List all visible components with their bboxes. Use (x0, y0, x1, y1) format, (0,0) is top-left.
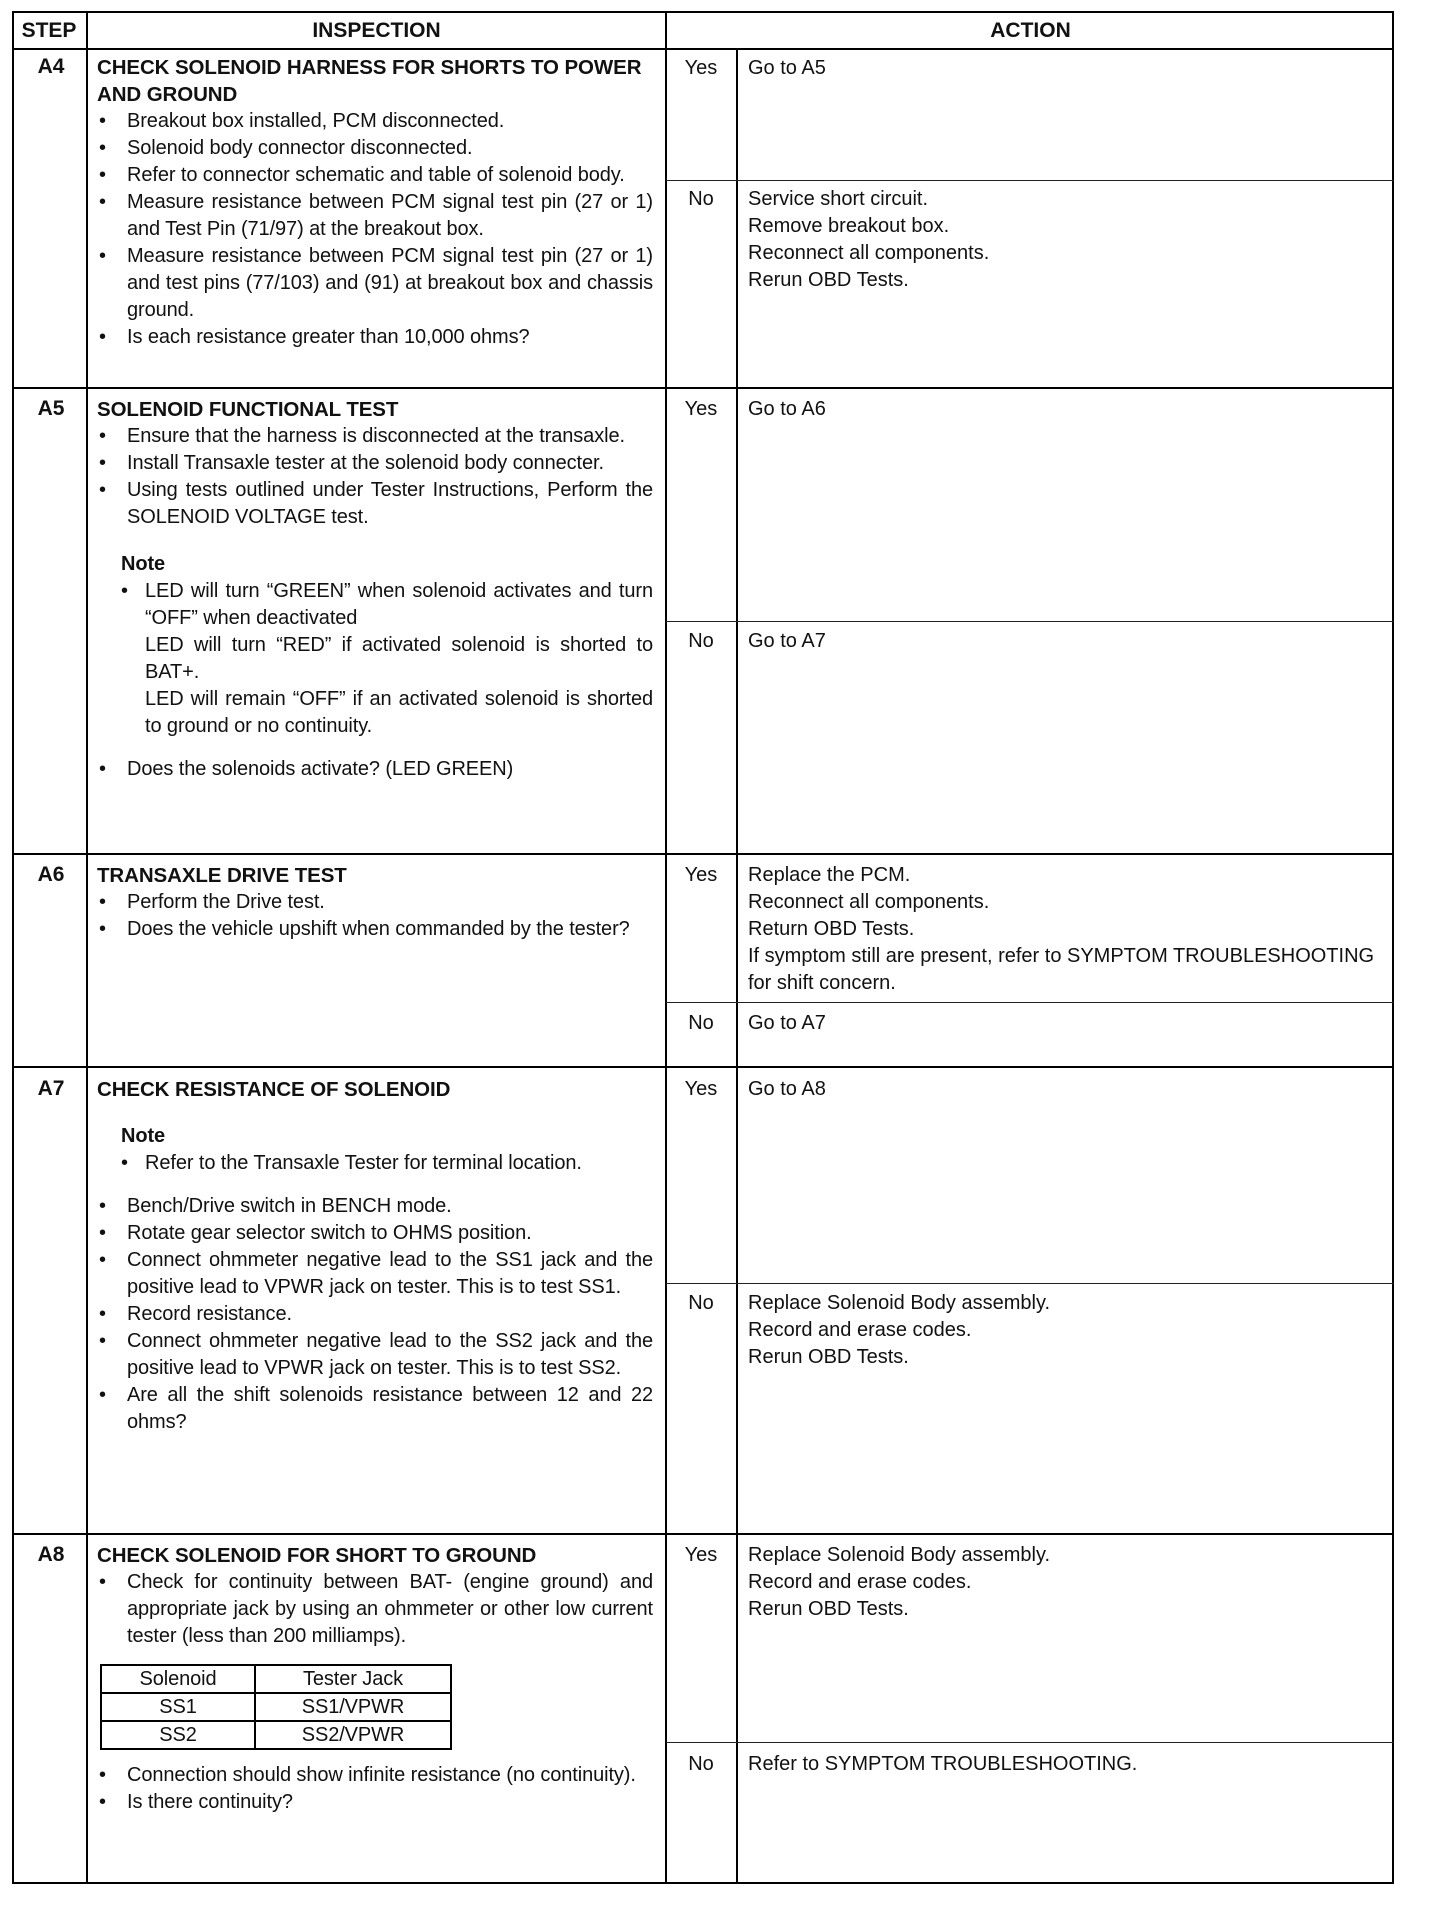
action-line: Record and erase codes. (748, 1571, 972, 1593)
note-block (121, 551, 653, 740)
yes-action (748, 396, 1383, 423)
header-inspection: INSPECTION (312, 19, 441, 42)
note-bullet: • Refer to the Transaxle Tester for terminal location. (121, 1150, 653, 1177)
table-row (101, 1665, 451, 1693)
col-divider-step (86, 11, 88, 1884)
note-text: LED will turn “RED” if activated solenoid is shorted to BAT+. (145, 634, 653, 683)
inspection-bullet: • Solenoid body connector disconnected. (97, 135, 653, 162)
action-line: Go to A8 (748, 1078, 826, 1100)
inspection-bullet: • Breakout box installed, PCM disconnected. (97, 108, 653, 135)
action-line: Reconnect all components. (748, 242, 990, 264)
solenoid-jack-table (100, 1664, 452, 1750)
inspection-a5 (97, 396, 653, 783)
note-heading: Note (121, 553, 166, 575)
table-cell: SS2/VPWR (255, 1721, 451, 1749)
inspection-bullet: • Check for continuity between BAT- (engine ground) and appropriate jack by using an ohmmeter or other low current tester (less than 200 milliamps). (97, 1569, 653, 1650)
row-divider (12, 387, 1394, 389)
col-divider-inspection (665, 11, 667, 1884)
action-line: Rerun OBD Tests. (748, 1346, 909, 1368)
action-line: Replace Solenoid Body assembly. (748, 1292, 1051, 1314)
inspection-bullet: • Ensure that the harness is disconnected at the transaxle. (97, 423, 653, 450)
action-line: Replace Solenoid Body assembly. (748, 1544, 1051, 1566)
inspection-title: SOLENOID FUNCTIONAL TEST (97, 398, 399, 421)
no-action (748, 1290, 1383, 1371)
inspection-bullet: • Does the vehicle upshift when commanded by the tester? (97, 916, 653, 943)
inspection-bullet: • Record resistance. (97, 1301, 653, 1328)
yes-no-divider (666, 180, 1394, 181)
inspection-bullet: • Perform the Drive test. (97, 889, 653, 916)
inspection-a4 (97, 54, 653, 351)
inspection-title: TRANSAXLE DRIVE TEST (97, 864, 347, 887)
table-row (101, 1721, 451, 1749)
note-text: LED will remain “OFF” if an activated solenoid is shorted to ground or no continuity. (145, 688, 653, 737)
note-block (121, 1123, 653, 1177)
no-action (748, 1751, 1383, 1778)
action-line: Refer to SYMPTOM TROUBLESHOOTING. (748, 1753, 1138, 1775)
row-divider (12, 1533, 1394, 1535)
no-action (748, 1010, 1383, 1037)
no-label: No (688, 1292, 714, 1314)
yes-action (748, 1542, 1383, 1623)
yes-no-divider (666, 1742, 1394, 1743)
no-label: No (688, 188, 714, 210)
inspection-bullet: • Is each resistance greater than 10,000 ohms? (97, 324, 653, 351)
step-label: A6 (37, 863, 65, 886)
action-line: Go to A7 (748, 1012, 826, 1034)
inspection-bullet: • Does the solenoids activate? (LED GREEN) (97, 756, 653, 783)
no-action (748, 186, 1383, 294)
table-cell: SS1 (101, 1693, 255, 1721)
yes-label: Yes (684, 1078, 718, 1100)
header-action: ACTION (990, 19, 1071, 42)
action-line: Return OBD Tests. (748, 918, 915, 940)
no-action (748, 628, 1383, 655)
yes-action (748, 862, 1383, 997)
header-divider (12, 48, 1394, 50)
yes-no-divider (666, 1283, 1394, 1284)
action-line: Rerun OBD Tests. (748, 269, 909, 291)
header-step: STEP (21, 19, 77, 42)
step-label: A7 (37, 1077, 65, 1100)
table-header-cell: Tester Jack (255, 1665, 451, 1693)
action-line: Go to A6 (748, 398, 826, 420)
inspection-title: CHECK RESISTANCE OF SOLENOID (97, 1078, 451, 1101)
yes-no-divider (666, 1002, 1394, 1003)
inspection-bullet: • Refer to connector schematic and table of solenoid body. (97, 162, 653, 189)
action-line: Remove breakout box. (748, 215, 950, 237)
inspection-a7 (97, 1076, 653, 1436)
inspection-title: CHECK SOLENOID FOR SHORT TO GROUND (97, 1544, 537, 1567)
table-cell: SS2 (101, 1721, 255, 1749)
yes-action (748, 1076, 1383, 1103)
yes-label: Yes (684, 1544, 718, 1566)
table-cell: SS1/VPWR (255, 1693, 451, 1721)
inspection-bullet: • Is there continuity? (97, 1789, 653, 1816)
yes-label: Yes (684, 57, 718, 79)
no-label: No (688, 1753, 714, 1775)
inspection-bullet: • Are all the shift solenoids resistance between 12 and 22 ohms? (97, 1382, 653, 1436)
yes-label: Yes (684, 864, 718, 886)
step-label: A8 (37, 1543, 65, 1566)
table-header-cell: Solenoid (101, 1665, 255, 1693)
inspection-bullet: • Connect ohmmeter negative lead to the SS2 jack and the positive lead to VPWR jack on tester. This is to test SS2. (97, 1328, 653, 1382)
inspection-bullet: • Connection should show infinite resistance (no continuity). (97, 1762, 653, 1789)
step-label: A4 (37, 55, 65, 78)
yes-action (748, 55, 1383, 82)
no-label: No (688, 630, 714, 652)
action-line: Service short circuit. (748, 188, 929, 210)
action-line: Replace the PCM. (748, 864, 911, 886)
action-line: Reconnect all components. (748, 891, 990, 913)
yes-no-divider (666, 621, 1394, 622)
action-line: Rerun OBD Tests. (748, 1598, 909, 1620)
action-line: Record and erase codes. (748, 1319, 972, 1341)
inspection-bullet: • Rotate gear selector switch to OHMS position. (97, 1220, 653, 1247)
row-divider (12, 853, 1394, 855)
inspection-bullet: • Measure resistance between PCM signal test pin (27 or 1) and Test Pin (71/97) at the breakout box. (97, 189, 653, 243)
inspection-title: CHECK SOLENOID HARNESS FOR SHORTS TO POWER AND GROUND (97, 56, 642, 106)
inspection-a8 (97, 1542, 653, 1816)
note-heading: Note (121, 1125, 166, 1147)
inspection-bullet: • Bench/Drive switch in BENCH mode. (97, 1193, 653, 1220)
inspection-bullet: • Using tests outlined under Tester Instructions, Perform the SOLENOID VOLTAGE test. (97, 477, 653, 531)
inspection-bullet: • Measure resistance between PCM signal test pin (27 or 1) and test pins (77/103) and (91) at breakout box and chassis ground. (97, 243, 653, 324)
yes-label: Yes (684, 398, 718, 420)
row-divider (12, 1066, 1394, 1068)
inspection-a6 (97, 862, 653, 943)
action-line: Go to A7 (748, 630, 826, 652)
inspection-bullet: • Connect ohmmeter negative lead to the SS1 jack and the positive lead to VPWR jack on tester. This is to test SS1. (97, 1247, 653, 1301)
note-bullet: • LED will turn “GREEN” when solenoid activates and turn “OFF” when deactivated (121, 578, 653, 632)
col-divider-yesno (736, 50, 738, 1884)
action-line: If symptom still are present, refer to SYMPTOM TROUBLESHOOTING for shift concern. (748, 945, 1375, 994)
no-label: No (688, 1012, 714, 1034)
action-line: Go to A5 (748, 57, 826, 79)
step-label: A5 (37, 397, 65, 420)
inspection-bullet: • Install Transaxle tester at the solenoid body connecter. (97, 450, 653, 477)
table-row (101, 1693, 451, 1721)
